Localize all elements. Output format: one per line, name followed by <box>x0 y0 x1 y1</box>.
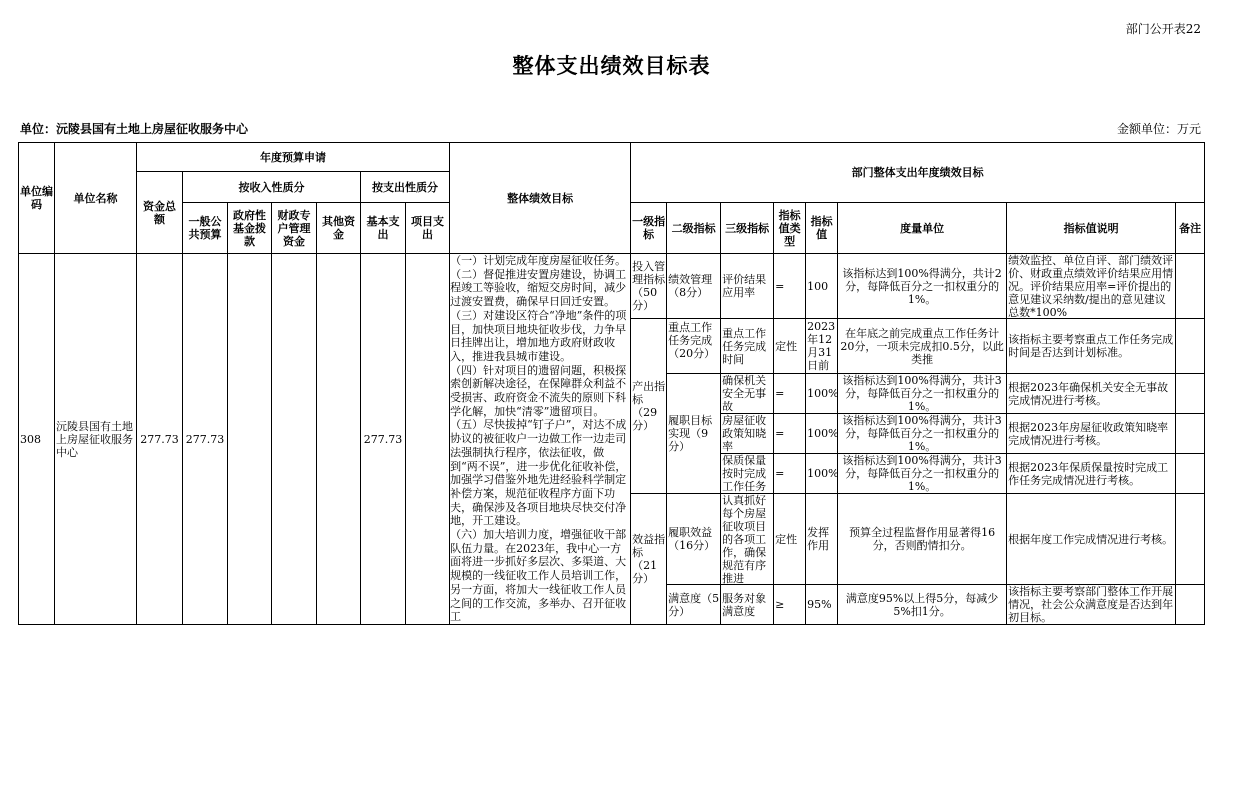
indicator-desc: 根据2023年确保机关安全无事故完成情况进行考核。 <box>1007 374 1176 414</box>
row-basic: 277.73 <box>361 254 406 625</box>
row-total: 277.73 <box>137 254 183 625</box>
row-project <box>406 254 450 625</box>
row-special <box>272 254 317 625</box>
indicator-desc <box>1007 585 1176 625</box>
indicator-l3: 服务对象满意度 <box>721 585 774 625</box>
indicator-l3 <box>721 494 774 585</box>
indicator-measure: 在年底之前完成重点工作任务计20分，一项未完成扣0.5分，以此类推 <box>838 319 1007 374</box>
amount-unit-label: 金额单位：万元 <box>1116 122 1201 136</box>
col-header-value: 指标值 <box>806 203 838 254</box>
indicator-l2: 履职效益（16分） <box>667 494 721 585</box>
col-header-special: 财政专户管理资金 <box>272 203 317 254</box>
indicator-type: = <box>774 254 806 319</box>
indicator-measure <box>838 374 1007 414</box>
col-header-level3: 三级指标 <box>721 203 774 254</box>
indicator-l3 <box>721 374 774 414</box>
indicator-type: = <box>774 414 806 454</box>
col-header-project: 项目支出 <box>406 203 450 254</box>
indicator-l3-text: 认真抓好每个房屋征收项目的各项工作，确保规范有序推进 <box>722 494 767 585</box>
indicator-measure-text: 该指标达到100%得满分，共计3分，每降低百分之一扣权重分的1%。 <box>842 414 1002 453</box>
indicator-remark <box>1176 494 1205 585</box>
col-header-remark: 备注 <box>1176 203 1205 254</box>
indicator-measure <box>838 454 1007 494</box>
indicator-l1: 效益指标（21分） <box>631 494 667 625</box>
indicator-l2-text: 重点工作任务完成（20分） <box>668 321 716 360</box>
col-header-dept-goal: 部门整体支出年度绩效目标 <box>631 143 1205 203</box>
indicator-l1: 投入管理指标（50分） <box>631 254 667 319</box>
indicator-value: 95% <box>806 585 838 625</box>
indicator-type: 定性 <box>774 494 806 585</box>
col-header-gov-fund: 政府性基金拨款 <box>228 203 272 254</box>
indicator-desc: 该指标主要考察重点工作任务完成时间是否达到计划标准。 <box>1007 319 1176 374</box>
indicator-desc-text: 该指标主要考察部门整体工作开展情况，社会公众满意度是否达到年初目标。 <box>1008 585 1174 624</box>
unit-label: 单位：沅陵县国有土地上房屋征收服务中心 <box>20 122 249 136</box>
indicator-type: = <box>774 454 806 494</box>
indicator-desc: 根据2023年保质保量按时完成工作任务完成情况进行考核。 <box>1007 454 1176 494</box>
indicator-l2: 满意度（5分） <box>667 585 721 625</box>
overall-goal-text: （一）计划完成年度房屋征收任务。 （二）督促推进安置房建设，协调工程竣工等验收，缩短交房时间，减少过渡安置费，确保早日回迁安置。 （三）对建设区符合“净地”条件的项目，加快项目地块征收步伐，力争早日挂牌出让，增加地方政府财政收入，推进我县城市建设。 （四）针对项目的遗留问题，积极探索创新解决途径，在保障群众利益不受损害、政府资金不流失的原则下科学化解，加快“清零”遗留项目。 （五）尽快拔掉“钉子户”，对达不成协议的被征收户一边做工作一边走司法强制执行程序，依法征收，做到“两不误”，进一步优化征收补偿，加强学习借鉴外地先进经验科学制定补偿方案，规范征收程序方面下功夫，确保涉及各项目地块尽快交付净地，开工建设。 （六）加大培训力度，增强征收干部队伍力量。在2023年，我中心一方面将进一步抓好多层次、多渠道、大规模的一线征收工作人员培训工作，另一方面，将加大一线征收工作人员之间的工作交流，多举办、召开征收工 <box>450 254 627 624</box>
indicator-desc: 根据年度工作完成情况进行考核。 <box>1007 494 1176 585</box>
col-header-level1: 一级指标 <box>631 203 667 254</box>
col-header-basic: 基本支出 <box>361 203 406 254</box>
indicator-remark <box>1176 585 1205 625</box>
indicator-type: = <box>774 374 806 414</box>
col-header-code: 单位编码 <box>19 143 55 254</box>
col-header-overall-goal: 整体绩效目标 <box>450 143 631 254</box>
indicator-value: 发挥作用 <box>806 494 838 585</box>
indicator-l2: 履职目标实现（9分） <box>667 374 721 494</box>
indicator-l3-text: 确保机关安全无事故 <box>722 374 767 413</box>
col-header-level2: 二级指标 <box>667 203 721 254</box>
indicator-l2: 绩效管理（8分） <box>667 254 721 319</box>
indicator-desc-text: 绩效监控、单位自评、部门绩效评价、财政重点绩效评价结果应用情况。评价结果应用率=评价提出的意见建议采纳数/提出的意见建议总数*100% <box>1008 254 1174 319</box>
page-title: 整体支出绩效目标表 <box>512 53 711 78</box>
row-general: 277.73 <box>183 254 228 625</box>
indicator-measure <box>838 414 1007 454</box>
table-number-label: 部门公开表22 <box>1125 22 1201 36</box>
indicator-remark <box>1176 414 1205 454</box>
indicator-measure: 满意度95%以上得5分，每减少5%扣1分。 <box>838 585 1007 625</box>
col-header-by-expense: 按支出性质分 <box>361 172 450 203</box>
row-other <box>317 254 361 625</box>
indicator-measure: 预算全过程监督作用显著得16分，否则酌情扣分。 <box>838 494 1007 585</box>
row-code: 308 <box>19 254 55 625</box>
col-header-other: 其他资金 <box>317 203 361 254</box>
indicator-l3-text: 房屋征收政策知晓率 <box>722 414 767 453</box>
indicator-l3: 评价结果应用率 <box>721 254 774 319</box>
indicator-l3 <box>721 414 774 454</box>
indicator-measure-text: 该指标达到100%得满分，共计3分，每降低百分之一扣权重分的1%。 <box>842 374 1002 413</box>
indicator-value-text: 2023年12月31日前 <box>807 320 836 372</box>
col-header-by-income: 按收入性质分 <box>183 172 361 203</box>
row-gov-fund <box>228 254 272 625</box>
indicator-remark <box>1176 254 1205 319</box>
indicator-type: 定性 <box>774 319 806 374</box>
col-header-measure: 度量单位 <box>838 203 1007 254</box>
col-header-name: 单位名称 <box>55 143 137 254</box>
indicator-remark <box>1176 454 1205 494</box>
indicator-measure-text: 该指标达到100%得满分，共计3分，每降低百分之一扣权重分的1%。 <box>842 454 1002 493</box>
row-name: 沅陵县国有土地上房屋征收服务中心 <box>55 254 137 625</box>
indicator-l1: 产出指标（29分） <box>631 319 667 494</box>
indicator-value: 100% <box>806 454 838 494</box>
indicator-l2 <box>667 319 721 374</box>
indicator-l3 <box>721 454 774 494</box>
indicator-value: 100% <box>806 414 838 454</box>
indicator-l3: 重点工作任务完成时间 <box>721 319 774 374</box>
indicator-desc <box>1007 254 1176 319</box>
col-header-total: 资金总额 <box>137 172 183 254</box>
indicator-value: 100 <box>806 254 838 319</box>
indicator-value: 100% <box>806 374 838 414</box>
indicator-remark <box>1176 319 1205 374</box>
col-header-general: 一般公共预算 <box>183 203 228 254</box>
col-header-value-type: 指标值类型 <box>774 203 806 254</box>
indicator-remark <box>1176 374 1205 414</box>
overall-goal-text-cell <box>450 254 631 625</box>
indicator-value <box>806 319 838 374</box>
indicator-desc: 根据2023年房屋征收政策知晓率完成情况进行考核。 <box>1007 414 1176 454</box>
indicator-measure: 该指标达到100%得满分，共计2分，每降低百分之一扣权重分的1%。 <box>838 254 1007 319</box>
indicator-type: ≥ <box>774 585 806 625</box>
col-header-budget-group: 年度预算申请 <box>137 143 450 172</box>
indicator-l3-text: 保质保量按时完成工作任务 <box>722 454 767 493</box>
performance-table <box>18 142 1205 625</box>
col-header-desc: 指标值说明 <box>1007 203 1176 254</box>
